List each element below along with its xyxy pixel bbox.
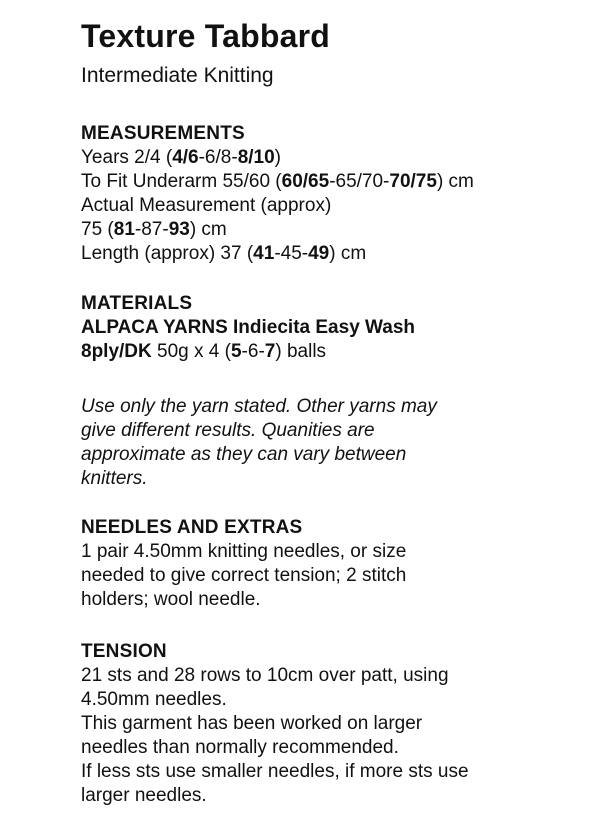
materials-heading: MATERIALS (81, 293, 193, 314)
yarn-name: ALPACA YARNS Indiecita Easy Wash (81, 317, 416, 338)
materials-section (81, 292, 581, 364)
note-line: knitters. (81, 468, 148, 489)
yarn-quantity: 8ply/DK 50g x 4 (5-6-7) balls (81, 341, 327, 362)
needles-section (81, 516, 581, 612)
length-line: Length (approx) 37 (41-45-49) cm (81, 243, 367, 264)
note-line: give different results. Quanities are (81, 420, 375, 441)
tension-line: larger needles. (81, 785, 207, 806)
note-line: Use only the yarn stated. Other yarns may (81, 396, 437, 417)
tension-section (81, 640, 581, 808)
page-subtitle: Intermediate Knitting (81, 64, 274, 87)
actual-measurement-line: 75 (81-87-93) cm (81, 219, 227, 240)
needles-line: needed to give correct tension; 2 stitch (81, 565, 407, 586)
measurements-heading: MEASUREMENTS (81, 123, 245, 144)
tension-line: needles than normally recommended. (81, 737, 399, 758)
tension-heading: TENSION (81, 641, 167, 662)
note-line: approximate as they can vary between (81, 444, 407, 465)
years-line: Years 2/4 (4/6-6/8-8/10) (81, 147, 281, 168)
measurements-section (81, 122, 581, 266)
tension-line: If less sts use smaller needles, if more sts use (81, 761, 469, 782)
tension-line: This garment has been worked on larger (81, 713, 423, 734)
yarn-note (81, 395, 581, 491)
tension-line: 21 sts and 28 rows to 10cm over patt, using (81, 665, 449, 686)
needles-heading: NEEDLES AND EXTRAS (81, 517, 303, 538)
page-title: Texture Tabbard (81, 18, 330, 54)
needles-line: holders; wool needle. (81, 589, 261, 610)
tension-line: 4.50mm needles. (81, 689, 227, 710)
underarm-line: To Fit Underarm 55/60 (60/65-65/70-70/75) cm (81, 171, 474, 192)
actual-measurement-label: Actual Measurement (approx) (81, 195, 332, 216)
needles-line: 1 pair 4.50mm knitting needles, or size (81, 541, 407, 562)
